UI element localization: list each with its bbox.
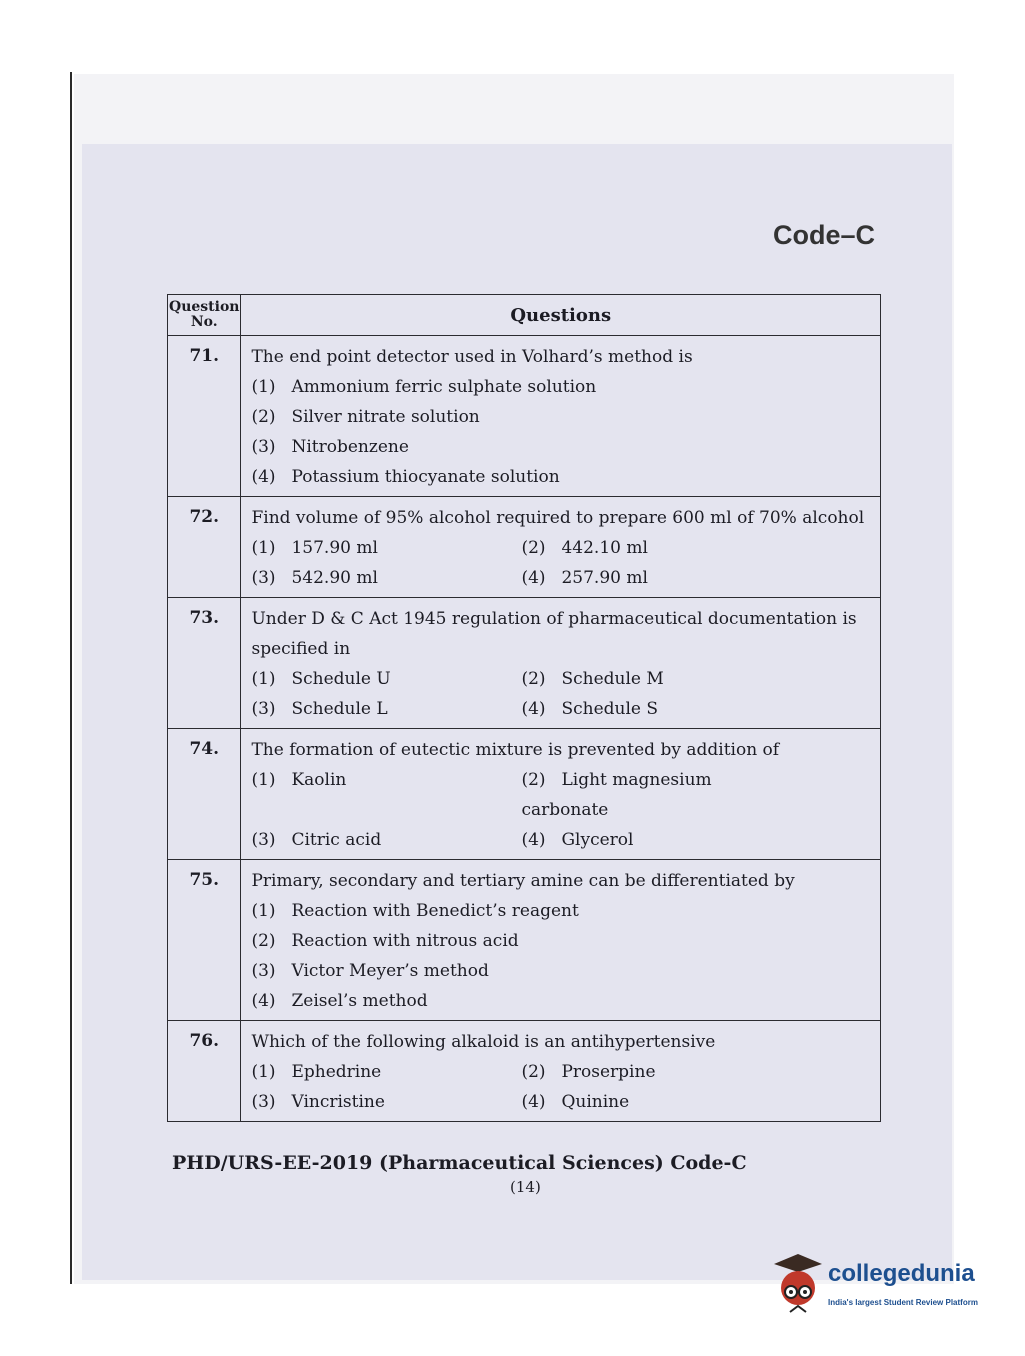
- option: (4) Glycerol: [521, 830, 634, 850]
- option: (2) 442.10 ml: [521, 538, 648, 558]
- question-body: [241, 729, 881, 860]
- scan-edge: [70, 72, 72, 1284]
- question-body: [241, 598, 881, 729]
- question-row: [168, 497, 881, 598]
- question-number: 76.: [168, 1021, 241, 1122]
- option: (1) Ephedrine: [251, 1062, 382, 1082]
- question-text: Find volume of 95% alcohol required to prepare 600 ml of 70% alcohol: [251, 508, 865, 528]
- option: (3) Schedule L: [251, 699, 388, 719]
- question-row: [168, 598, 881, 729]
- option: (4) 257.90 ml: [521, 568, 648, 588]
- option: (2) Reaction with nitrous acid: [251, 931, 519, 951]
- collegedunia-logo: [768, 1250, 993, 1320]
- question-body: [241, 1021, 881, 1122]
- question-table: [167, 294, 881, 1122]
- option: (1) 157.90 ml: [251, 538, 378, 558]
- question-body: [241, 497, 881, 598]
- option: (1) Ammonium ferric sulphate solution: [251, 377, 597, 397]
- option: (1) Kaolin: [251, 770, 347, 790]
- option: (2) Schedule M: [521, 669, 664, 689]
- question-number: 74.: [168, 729, 241, 860]
- question-text: The end point detector used in Volhard’s method is: [251, 347, 693, 367]
- mascot-icon: [768, 1250, 826, 1320]
- question-text: The formation of eutectic mixture is prevented by addition of: [251, 740, 780, 760]
- question-no-header: Question No.: [168, 295, 241, 336]
- option: (1) Schedule U: [251, 669, 391, 689]
- question-body: [241, 336, 881, 497]
- option: (2) Light magnesium carbonate: [521, 770, 712, 820]
- option: (3) Victor Meyer’s method: [251, 961, 489, 981]
- option: (3) 542.90 ml: [251, 568, 378, 588]
- option: (2) Proserpine: [521, 1062, 656, 1082]
- question-row: [168, 860, 881, 1021]
- option: (1) Reaction with Benedict’s reagent: [251, 901, 579, 921]
- question-number: 72.: [168, 497, 241, 598]
- questions-header: Questions: [241, 295, 881, 336]
- question-number: 73.: [168, 598, 241, 729]
- question-body: [241, 860, 881, 1021]
- option: (4) Potassium thiocyanate solution: [251, 467, 560, 487]
- question-row: [168, 1021, 881, 1122]
- logo-tagline: India's largest Student Review Platform: [828, 1298, 978, 1307]
- question-number: 71.: [168, 336, 241, 497]
- option: (4) Zeisel’s method: [251, 991, 428, 1011]
- question-text: Which of the following alkaloid is an antihypertensive: [251, 1032, 716, 1052]
- question-row: [168, 729, 881, 860]
- option: (4) Schedule S: [521, 699, 659, 719]
- question-text: Primary, secondary and tertiary amine can be differentiated by: [251, 871, 795, 891]
- table-header-row: [168, 295, 881, 336]
- question-text: Under D & C Act 1945 regulation of pharmaceutical documentation is specified in: [251, 609, 857, 659]
- option: (2) Silver nitrate solution: [251, 407, 480, 427]
- option: (4) Quinine: [521, 1092, 630, 1112]
- question-row: [168, 336, 881, 497]
- option: (3) Vincristine: [251, 1092, 385, 1112]
- paper-code: Code–C: [772, 220, 875, 250]
- option: (3) Citric acid: [251, 830, 382, 850]
- option: (3) Nitrobenzene: [251, 437, 409, 457]
- page-number: (14): [510, 1178, 541, 1196]
- footer-paper-title: PHD/URS-EE-2019 (Pharmaceutical Sciences) Code-C: [172, 1152, 747, 1174]
- question-number: 75.: [168, 860, 241, 1021]
- logo-name: collegedunia: [828, 1260, 975, 1287]
